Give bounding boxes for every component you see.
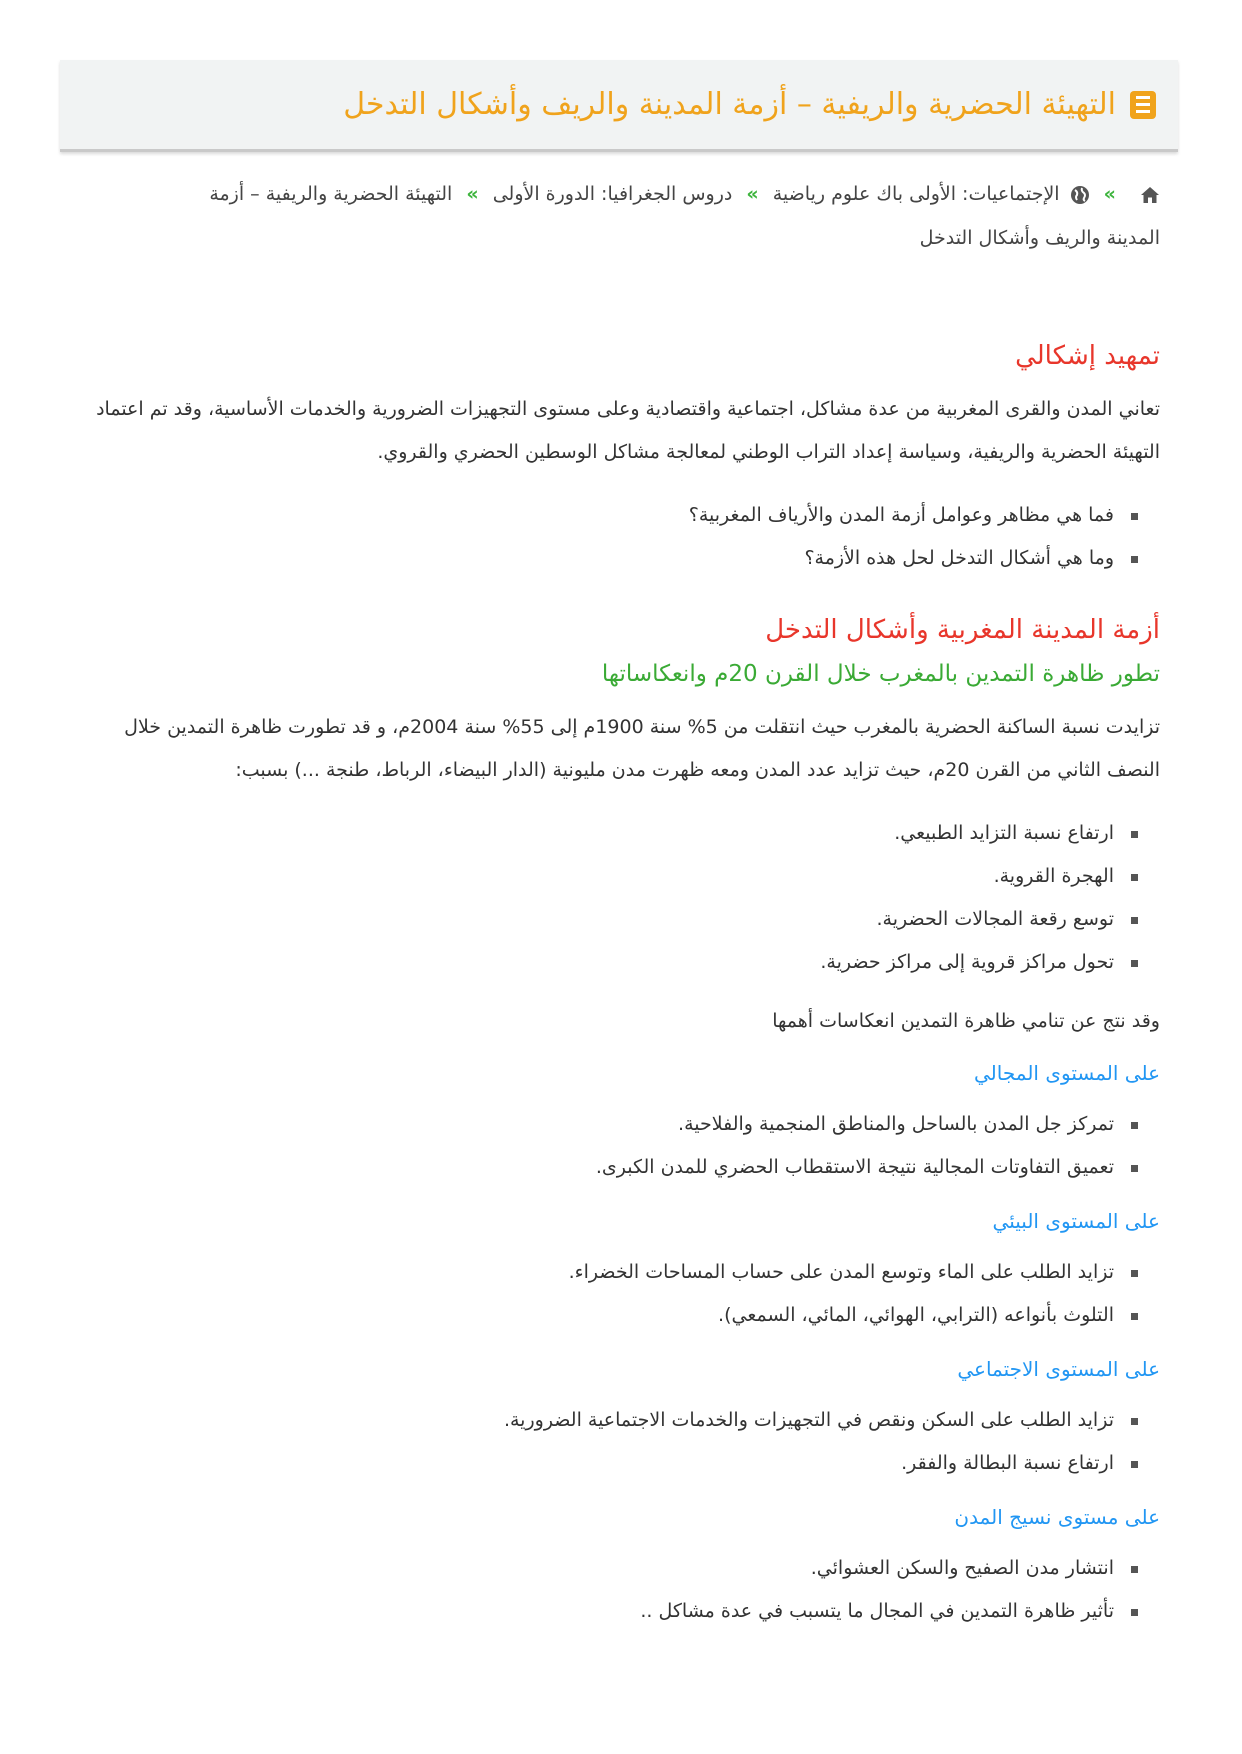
list-item: التلوث بأنواعه (الترابي، الهوائي، المائي، السمعي). [74,1294,1138,1337]
breadcrumb-item-geography-lessons[interactable]: دروس الجغرافيا: الدورة الأولى [492,183,733,205]
breadcrumb-item-current: التهيئة الحضرية والريفية – أزمة المدينة والريف وأشكال التدخل [209,183,1160,249]
bullet-square-icon [1131,556,1138,563]
list-item: توسع رقعة المجالات الحضرية. [74,898,1138,941]
list-item: تزايد الطلب على السكن ونقص في التجهيزات والخدمات الاجتماعية الضرورية. [74,1399,1138,1442]
bullet-square-icon [1131,831,1138,838]
bullet-square-icon [1131,1313,1138,1320]
bullet-square-icon [1131,1461,1138,1468]
section-heading-crisis: أزمة المدينة المغربية وأشكال التدخل [765,615,1160,645]
bullet-square-icon [1131,874,1138,881]
bullet-square-icon [1131,1609,1138,1616]
breadcrumb-home-link[interactable] [1124,183,1160,205]
bullet-square-icon [1131,1165,1138,1172]
home-icon [1140,186,1160,204]
list-item: تمركز جل المدن بالساحل والمناطق المنجمية والفلاحية. [74,1103,1138,1146]
breadcrumb-separator: » [746,183,759,205]
bullet-square-icon [1131,1566,1138,1573]
social-effects-list [74,1399,1160,1485]
breadcrumb-separator: » [1103,183,1116,205]
list-item: تأثير ظاهرة التمدين في المجال ما يتسبب في عدة مشاكل .. [74,1590,1138,1633]
level-heading-social: على المستوى الاجتماعي [957,1357,1160,1381]
spatial-effects-list [74,1103,1160,1189]
list-item: وما هي أشكال التدخل لحل هذه الأزمة؟ [74,537,1138,580]
breadcrumb-separator: » [466,183,479,205]
list-item: الهجرة القروية. [74,855,1138,898]
environmental-effects-list [74,1251,1160,1337]
level-heading-spatial: على المستوى المجالي [974,1061,1160,1085]
bullet-square-icon [1131,960,1138,967]
urban-fabric-effects-list [74,1547,1160,1633]
bullet-square-icon [1131,1270,1138,1277]
list-item: تحول مراكز قروية إلى مراكز حضرية. [74,941,1138,984]
page-title: التهيئة الحضرية والريفية – أزمة المدينة والريف وأشكال التدخل [343,87,1116,122]
intro-questions-list [74,494,1160,580]
effects-intro: وقد نتج عن تنامي ظاهرة التمدين انعكاسات أهمها [772,1010,1160,1032]
section-heading-intro: تمهيد إشكالي [1015,341,1160,371]
urbanization-paragraph: تزايدت نسبة الساكنة الحضرية بالمغرب حيث انتقلت من 5% سنة 1900م إلى 55% سنة 2004م، و قد تطورت ظاهرة التمدين خلال النصف الثاني من القرن 20م، حيث تزايد عدد المدن ومعه ظهرت مدن مليونية (الدار البيضاء، الرباط، طنجة ...) بسبب: [124,716,1160,781]
article-title-bar [60,60,1178,152]
globe-icon [1070,185,1090,205]
bullet-square-icon [1131,1122,1138,1129]
list-item: فما هي مظاهر وعوامل أزمة المدن والأرياف المغربية؟ [74,494,1138,537]
breadcrumb [160,172,1160,260]
bullet-square-icon [1131,917,1138,924]
list-item: ارتفاع نسبة التزايد الطبيعي. [74,812,1138,855]
bullet-square-icon [1131,1418,1138,1425]
breadcrumb-item-social-studies[interactable]: الإجتماعيات: الأولى باك علوم رياضية [772,183,1060,205]
list-item: تزايد الطلب على الماء وتوسع المدن على حساب المساحات الخضراء. [74,1251,1138,1294]
document-icon [1130,91,1156,119]
intro-paragraph: تعاني المدن والقرى المغربية من عدة مشاكل، اجتماعية واقتصادية وعلى مستوى التجهيزات الضرورية والخدمات الأساسية، وقد تم اعتماد التهيئة الحضرية والريفية، وسياسة إعداد التراب الوطني لمعالجة مشاكل الوسطين الحضري والقروي. [96,398,1160,463]
list-item: تعميق التفاوتات المجالية نتيجة الاستقطاب الحضري للمدن الكبرى. [74,1146,1138,1189]
list-item: انتشار مدن الصفيح والسكن العشوائي. [74,1547,1138,1590]
level-heading-urban-fabric: على مستوى نسيج المدن [954,1505,1160,1529]
list-item: ارتفاع نسبة البطالة والفقر. [74,1442,1138,1485]
bullet-square-icon [1131,513,1138,520]
level-heading-environmental: على المستوى البيئي [992,1209,1160,1233]
causes-list [74,812,1160,984]
article-content [74,336,1160,1633]
subsection-heading-urbanization: تطور ظاهرة التمدين بالمغرب خلال القرن 20م وانعكاساتها [601,661,1160,687]
